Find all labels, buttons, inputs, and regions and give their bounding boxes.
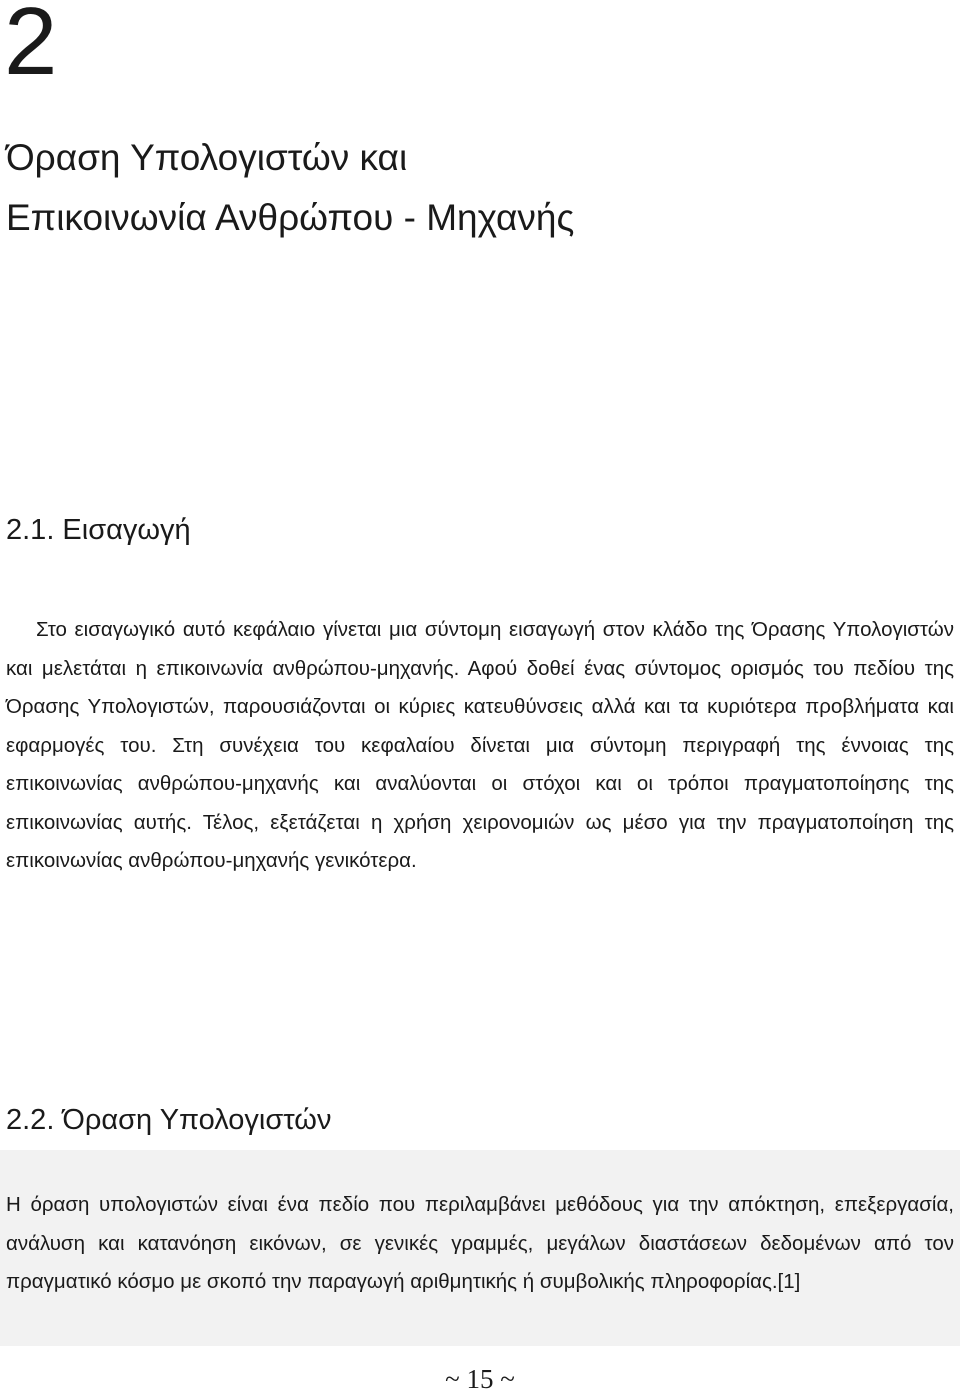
introduction-paragraph [6,611,954,881]
chapter-title-line-2: Επικοινωνία Ανθρώπου - Μηχανής [6,197,575,238]
section-heading-introduction: 2.1. Εισαγωγή [6,514,191,546]
computer-vision-definition-paragraph: Η όραση υπολογιστών είναι ένα πεδίο που περιλαμβάνει μεθόδους για την απόκτηση, επεξεργασία, ανάλυση και κατανόηση εικόνων, σε γενικές γραμμές, μεγάλων διαστάσεων δεδομένων από τον πραγματικό κόσμο με σκοπό την παραγωγή αριθμητικής ή συμβολικής πληροφορίας.[1] [6,1193,954,1293]
introduction-text: Στο εισαγωγικό αυτό κεφάλαιο γίνεται μια σύντομη εισαγωγή στον κλάδο της Όρασης Υπολογιστών και μελετάται η επικοινωνία ανθρώπου-μηχανής. Αφού δοθεί ένας σύντομος ορισμός του πεδίου της Όρασης Υπολογιστών, παρουσιάζονται οι κύριες κατευθύνσεις αλλά και τα κυριότερα προβλήματα και εφαρμογές του. Στη συνέχεια του κεφαλαίου δίνεται μια σύντομη περιγραφή της έννοιας της επικοινωνίας ανθρώπου-μηχανής και αναλύονται οι στόχοι και οι τρόποι πραγματοποίησης της επικοινωνίας αυτής. Τέλος, εξετάζεται η χρήση χειρονομιών ως μέσο για την πραγματοποίηση της επικοινωνίας ανθρώπου-μηχανής γενικότερα. [6,618,954,872]
page-number: ~ 15 ~ [445,1364,515,1394]
chapter-title-line-1: Όραση Υπολογιστών και [6,137,408,178]
section-heading-computer-vision: 2.2. Όραση Υπολογιστών [6,1104,332,1136]
chapter-number: 2 [4,0,58,95]
chapter-title [6,128,574,248]
